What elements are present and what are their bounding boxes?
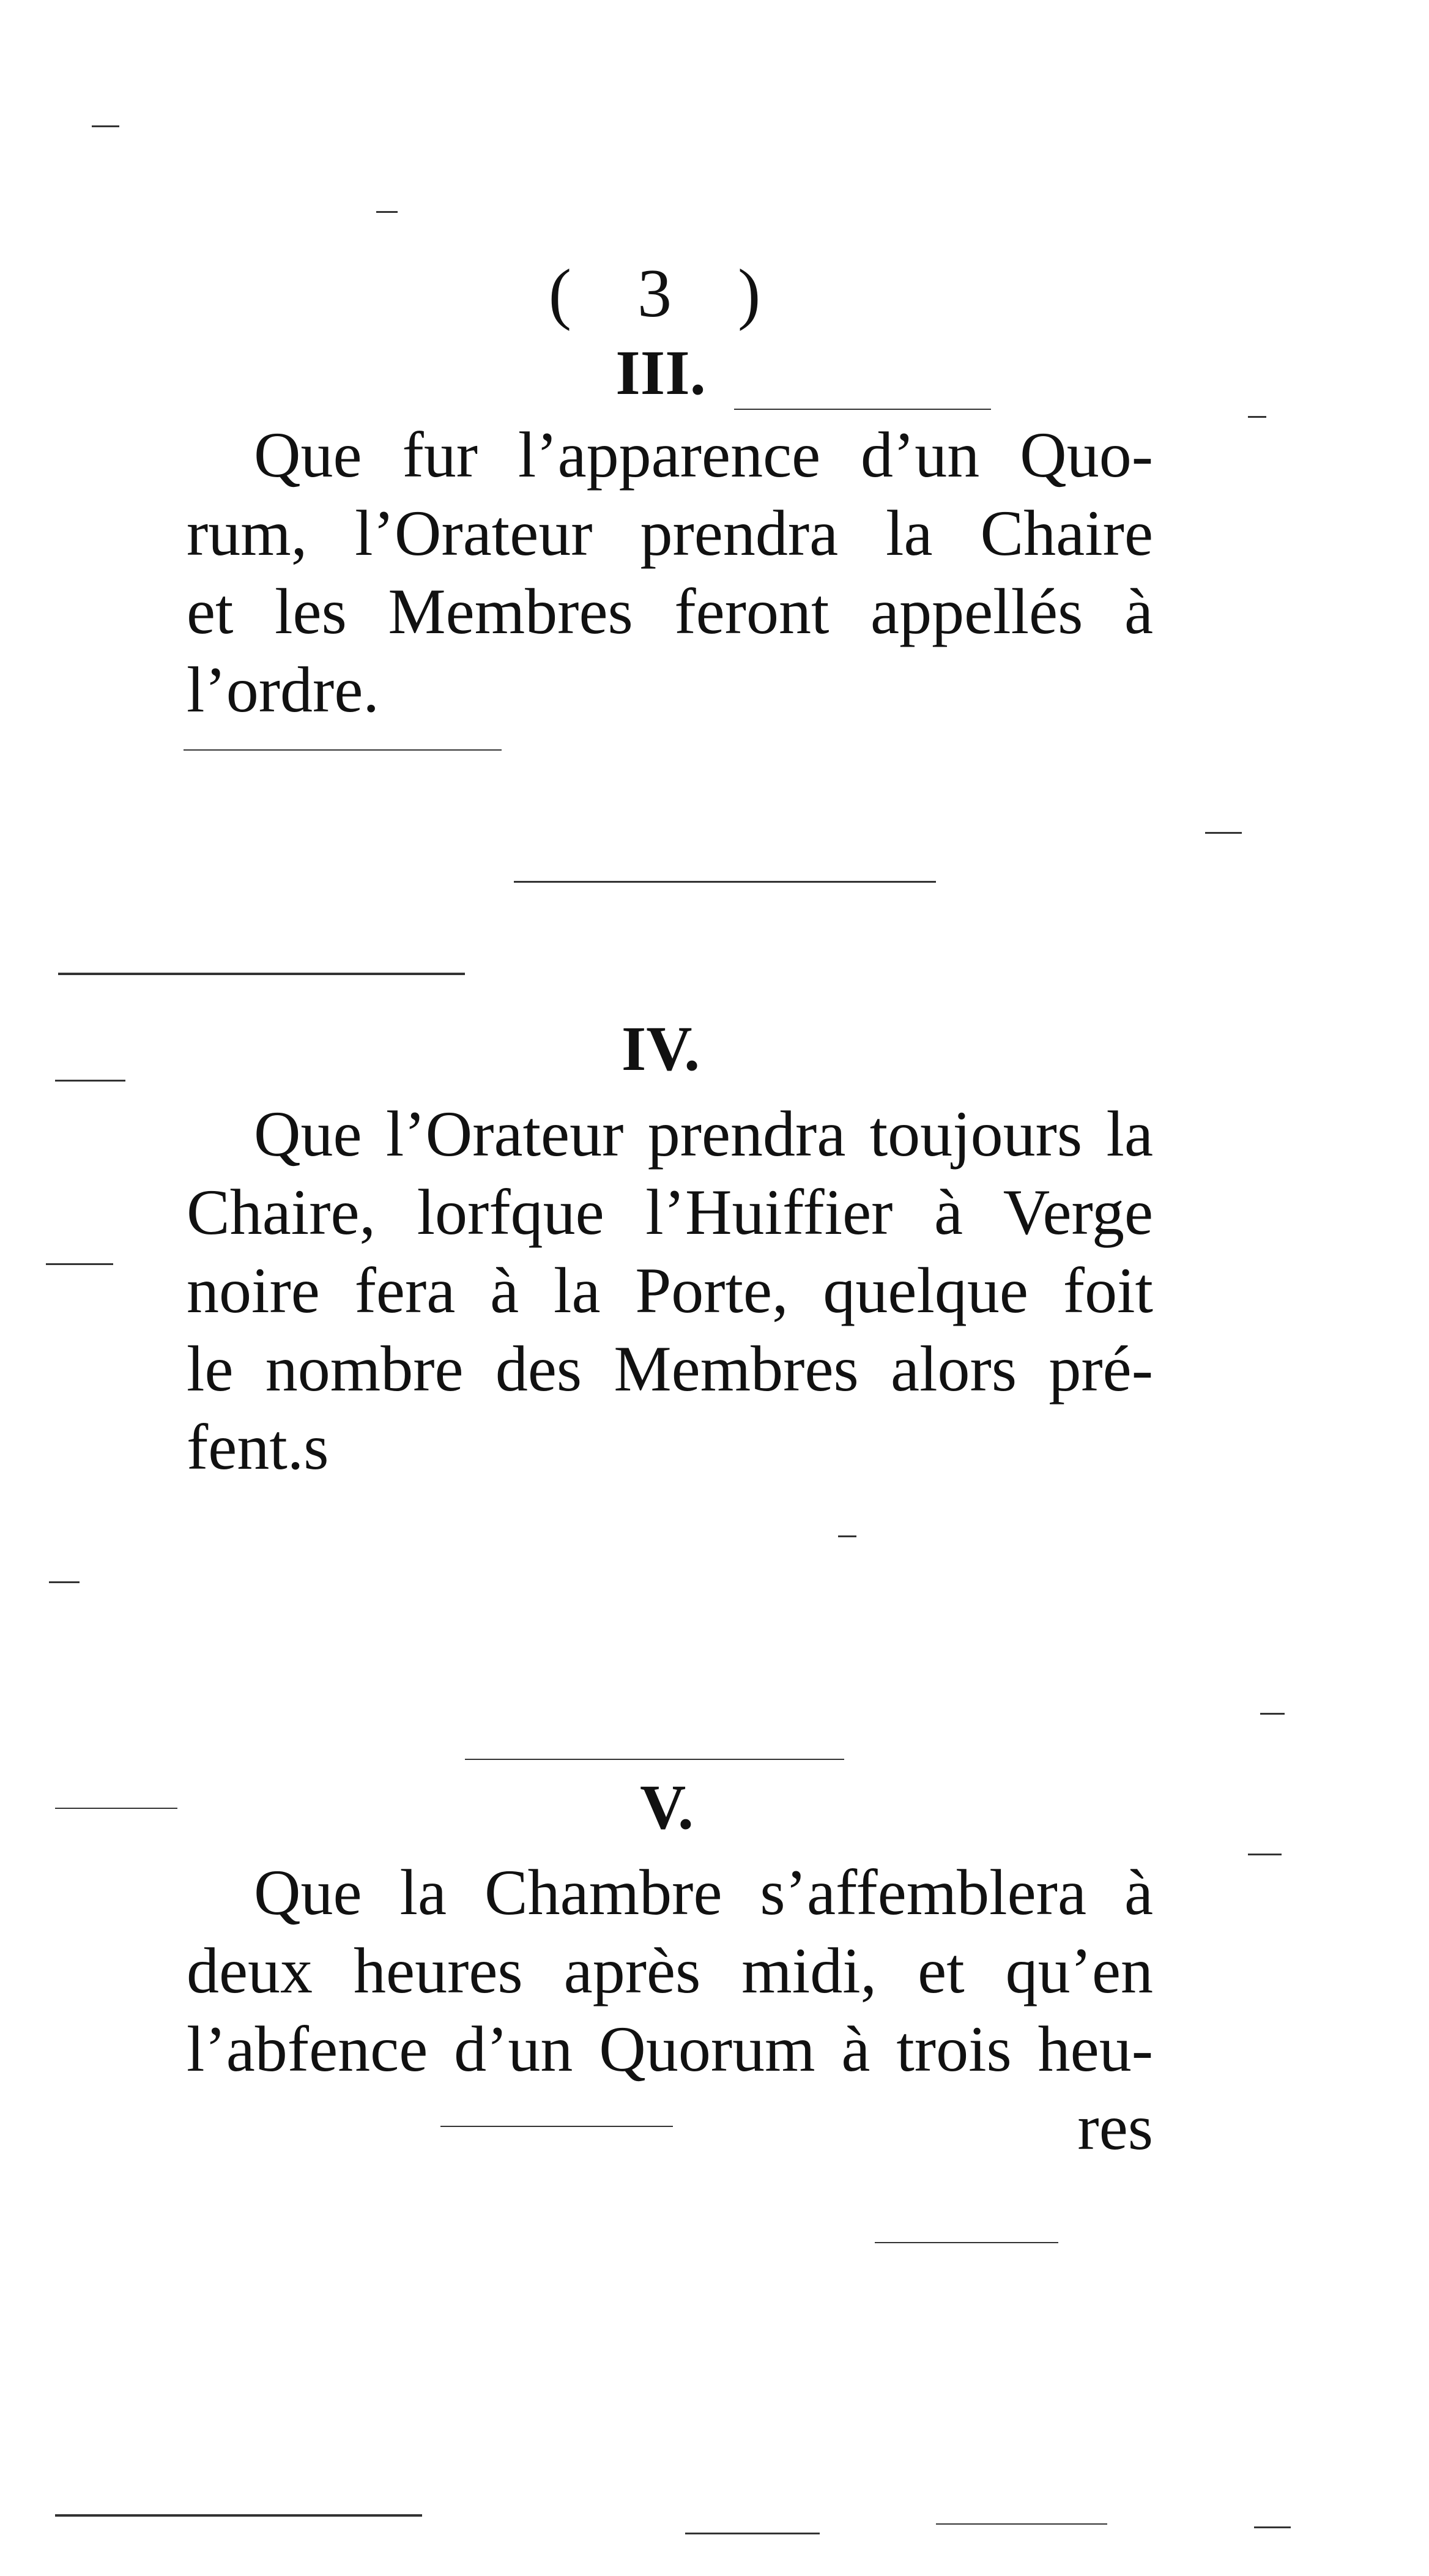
article-iii-line-4: l’ordre.: [187, 654, 379, 726]
scan-artifact: [1248, 416, 1266, 418]
scan-artifact: [92, 125, 119, 127]
article-heading-iv: IV.: [621, 1014, 700, 1084]
article-iii-line-3: et les Membres feront appellés à: [187, 576, 1153, 647]
scan-artifact: [55, 1808, 177, 1809]
scan-artifact: [514, 881, 936, 883]
scan-artifact: [734, 409, 991, 410]
scan-artifact: [1254, 2526, 1291, 2528]
scan-artifact: [465, 1759, 844, 1760]
scan-artifact: [55, 2514, 422, 2517]
page-number: ( 3 ): [548, 256, 785, 332]
article-heading-iii: III.: [615, 338, 706, 408]
article-iv-line-5: fent.s: [187, 1411, 329, 1483]
scan-artifact: [184, 749, 502, 751]
article-heading-v: V.: [640, 1772, 694, 1843]
scan-artifact: [46, 1263, 113, 1265]
article-iii-line-1: Que fur l’apparence d’un Quo-: [254, 419, 1153, 491]
article-iii-line-2: rum, l’Orateur prendra la Chaire: [187, 497, 1153, 569]
article-iv-line-4: le nombre des Membres alors pré-: [187, 1333, 1153, 1405]
catchword: res: [1077, 2092, 1153, 2163]
scan-artifact: [936, 2523, 1107, 2525]
article-iv-line-2: Chaire, lorfque l’Huiffier à Verge: [187, 1176, 1153, 1248]
scan-artifact: [838, 1535, 856, 1537]
scan-artifact: [1260, 1713, 1285, 1715]
scan-artifact: [1248, 1854, 1282, 1855]
scan-artifact: [58, 973, 465, 975]
article-v-line-1: Que la Chambre s’affemblera à: [254, 1857, 1153, 1928]
scan-artifact: [49, 1581, 80, 1583]
scan-artifact: [55, 1080, 125, 1082]
scan-artifact: [376, 211, 398, 213]
article-iv-line-3: noire fera à la Porte, quelque foit: [187, 1255, 1153, 1326]
article-v-line-2: deux heures après midi, et qu’en: [187, 1935, 1153, 2006]
scan-artifact: [440, 2126, 673, 2127]
article-v-line-3: l’abfence d’un Quorum à trois heu-: [187, 2013, 1153, 2085]
scan-artifact: [685, 2533, 820, 2534]
article-iv-line-1: Que l’Orateur prendra toujours la: [254, 1098, 1153, 1170]
scan-artifact: [875, 2242, 1058, 2243]
scan-artifact: [1205, 832, 1242, 834]
